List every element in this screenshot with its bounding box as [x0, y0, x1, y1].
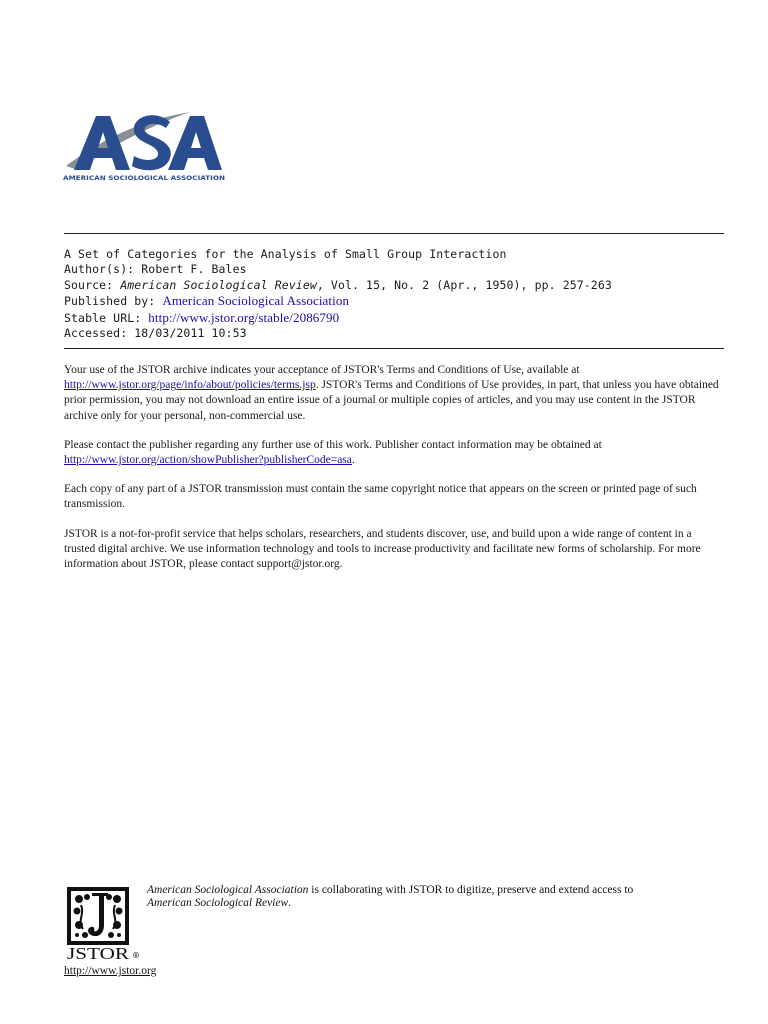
published-line — [64, 293, 724, 309]
terms-text — [64, 363, 724, 586]
terms-paragraph-4: JSTOR is a not-for-profit service that helps scholars, researchers, and students discover, use, and build upon a wide range of content in a trusted digital archive. We use information technology and tools to increase productivity and facilitate new forms of scholarship. For more information about JSTOR, please contact support@jstor.org. — [64, 527, 701, 571]
article-title: A Set of Categories for the Analysis of Small Group Interaction — [64, 247, 507, 261]
terms-p2-text: Please contact the publisher regarding any further use of this work. Publisher contact information may be obtained at — [64, 438, 602, 451]
accessed-line — [64, 326, 724, 341]
collab-end: . — [288, 896, 292, 909]
collab-text: is collaborating with JSTOR to digitize, preserve and extend access to — [308, 884, 634, 896]
registered-mark: ® — [132, 951, 140, 960]
terms-link[interactable]: http://www.jstor.org/page/info/about/policies/terms.jsp — [64, 379, 316, 392]
stable-url-link[interactable]: http://www.jstor.org/stable/2086790 — [148, 309, 340, 325]
accessed-label: Accessed: — [64, 326, 135, 341]
jstor-logo-text: JSTOR — [67, 944, 130, 961]
terms-paragraph-3: Each copy of any part of a JSTOR transmission must contain the same copyright notice that appears on the screen or printed page of such transmission. — [64, 483, 697, 511]
source-journal: American Sociological Review — [120, 277, 317, 292]
source-line — [64, 278, 724, 293]
collaboration-notice — [147, 884, 727, 909]
authors-value: Robert F. Bales — [141, 262, 247, 277]
publisher-link[interactable]: American Sociological Association — [162, 293, 350, 309]
publisher-contact-link[interactable]: http://www.jstor.org/action/showPublisher?publisherCode=asa — [64, 454, 352, 467]
stable-url-label: Stable URL: — [64, 310, 149, 325]
divider-top — [64, 233, 724, 234]
terms-p1-text-2: . JSTOR's Terms and Conditions of Use provides, in part, that unless you have obtained prior permission, you may not download an entire issue of a journal or multiple copies of articles, and you may use content in the JSTOR archive only for your personal, non-commercial use. — [64, 379, 719, 422]
terms-p1-text: Your use of the JSTOR archive indicates your acceptance of JSTOR's Terms and Conditions of Use, available at — [64, 364, 580, 376]
collab-publisher: American Sociological Association — [147, 884, 309, 896]
source-label: Source: — [64, 277, 121, 292]
citation-block — [64, 247, 724, 341]
terms-paragraph-2 — [64, 438, 724, 468]
authors-line — [64, 262, 724, 277]
authors-label: Author(s): — [64, 262, 142, 277]
asa-logo — [60, 108, 228, 188]
asa-logo-subtitle: AMERICAN SOCIOLOGICAL ASSOCIATION — [63, 175, 226, 182]
accessed-value: 18/03/2011 10:53 — [134, 326, 247, 341]
jstor-home-link[interactable]: http://www.jstor.org — [64, 965, 157, 977]
terms-p2-text-2: . — [351, 454, 355, 467]
source-details: , Vol. 15, No. 2 (Apr., 1950), pp. 257-263 — [316, 277, 612, 292]
jstor-logo — [65, 885, 131, 961]
divider-bottom — [64, 348, 724, 349]
published-label: Published by: — [64, 294, 163, 309]
collab-journal: American Sociological Review — [147, 896, 289, 909]
stable-url-line — [64, 310, 724, 326]
terms-paragraph-1 — [64, 363, 724, 424]
